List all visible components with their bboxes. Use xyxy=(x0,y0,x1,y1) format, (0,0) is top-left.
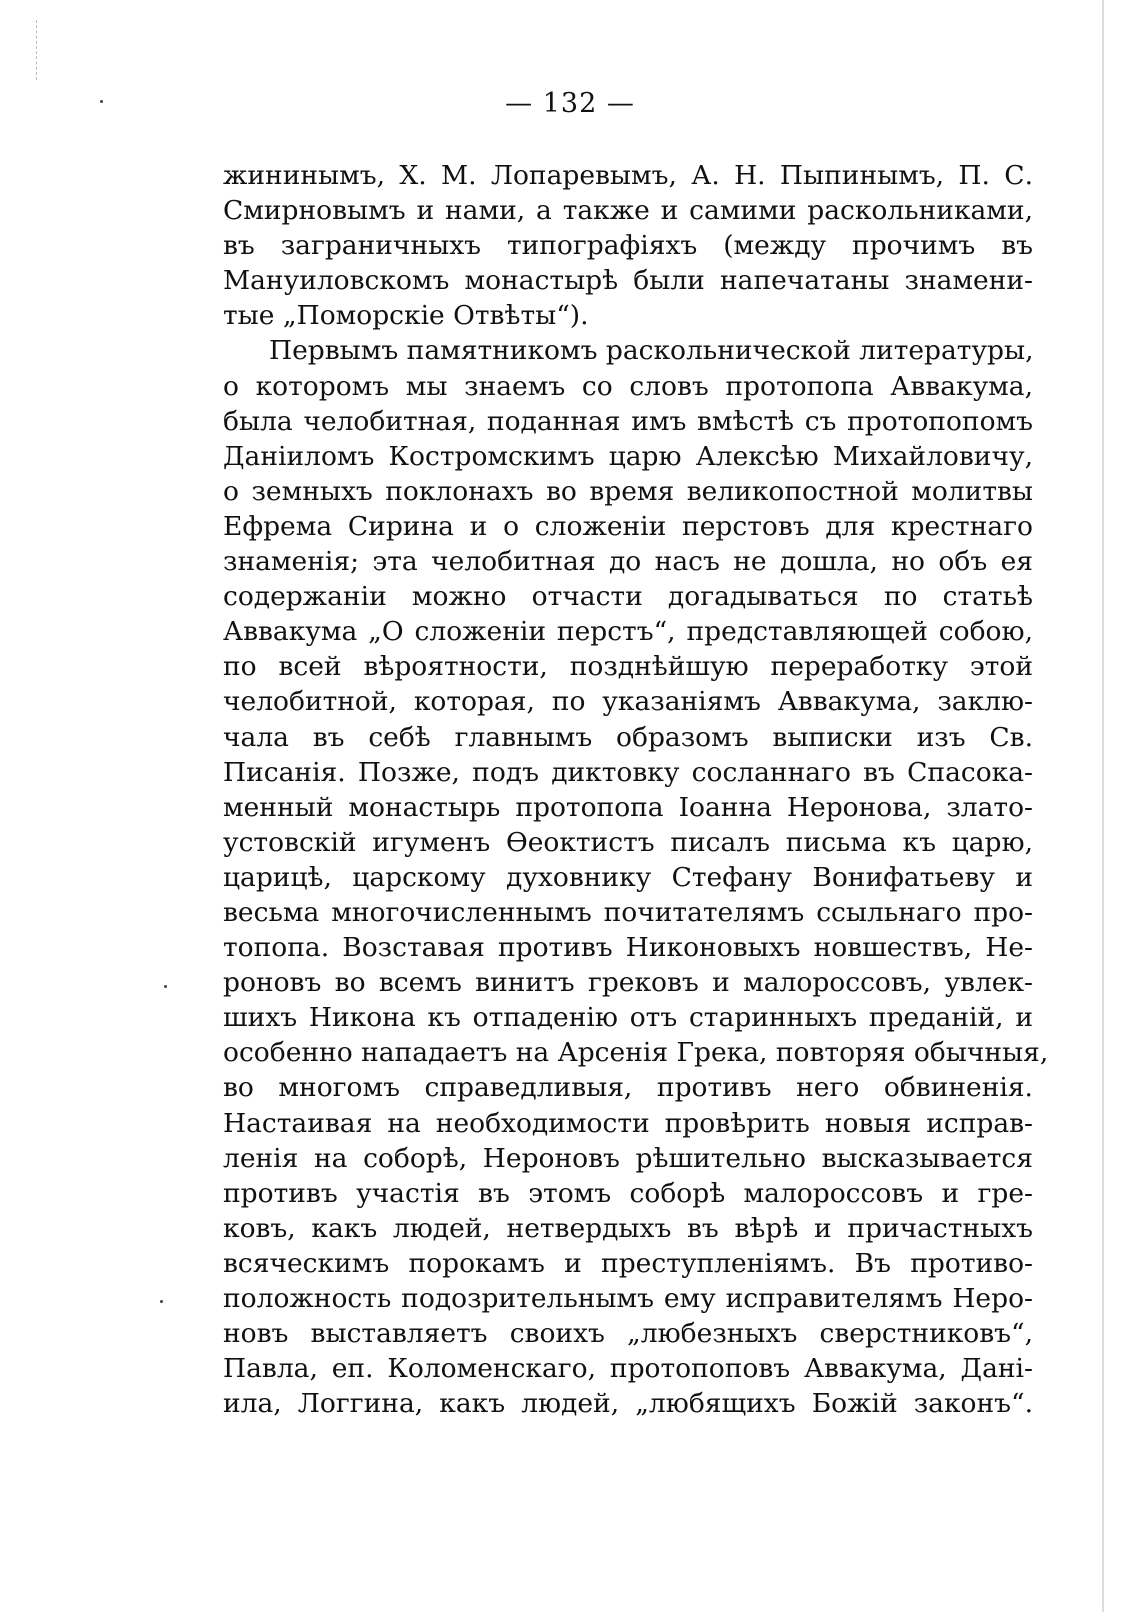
text-line: царицѣ, царскому духовнику Стефану Вонифатьеву и xyxy=(223,861,1033,893)
text-line: Ефрема Сирина и о сложеніи перстовъ для крестнаго xyxy=(223,510,1033,542)
text-line: устовскій игуменъ Ѳеоктистъ писалъ письма къ царю, xyxy=(223,826,1033,858)
scan-edge-left xyxy=(36,20,38,80)
text-line: Смирновымъ и нами, а также и самими раскольниками, xyxy=(223,195,1033,227)
text-line: новъ выставляетъ своихъ „любезныхъ сверстниковъ“, xyxy=(223,1318,1033,1350)
text-line: во многомъ справедливыя, противъ него обвиненія. xyxy=(223,1072,1033,1104)
text-line: всяческимъ порокамъ и преступленіямъ. Въ противо- xyxy=(223,1247,1033,1279)
text-line: о земныхъ поклонахъ во время великопостной молитвы xyxy=(223,475,1033,507)
text-line: менный монастырь протопопа Іоанна Неронова, злато- xyxy=(223,791,1033,823)
text-line: положность подозрительнымъ ему исправителямъ Неро- xyxy=(223,1283,1033,1314)
scan-speck xyxy=(164,985,167,988)
text-line: ковъ, какъ людей, нетвердыхъ въ вѣрѣ и причастныхъ xyxy=(223,1212,1033,1244)
text-line: челобитной, которая, по указаніямъ Аввакума, заклю- xyxy=(223,686,1033,718)
text-line: весьма многочисленнымъ почитателямъ ссыльнаго про- xyxy=(223,896,1033,928)
scan-speck xyxy=(160,1300,163,1303)
text-line: Аввакума „О сложеніи перстъ“, представляющей собою, xyxy=(223,616,1033,648)
text-line: Даніиломъ Костромскимъ царю Алексѣю Михайловичу, xyxy=(223,440,1033,472)
text-line: шихъ Никона къ отпаденію отъ старинныхъ преданій, и xyxy=(223,1002,1033,1034)
text-line: въ заграничныхъ типографіяхъ (между прочимъ въ xyxy=(223,230,1033,262)
page-number: — 132 — xyxy=(505,88,635,119)
text-line: ила, Логгина, какъ людей, „любящихъ Божій законъ“. xyxy=(223,1388,1033,1420)
scan-edge-right xyxy=(1102,0,1104,1612)
text-line: жининымъ, Х. М. Лопаревымъ, А. Н. Пыпинымъ, П. С. xyxy=(223,160,1033,191)
text-line: Мануиловскомъ монастырѣ были напечатаны знамени- xyxy=(223,265,1033,297)
text-line: тые „Поморскіе Отвѣты“). xyxy=(223,300,589,332)
text-line: особенно нападаетъ на Арсенія Грека, повторяя обычныя, xyxy=(223,1037,1049,1069)
paragraph-first-line: Первымъ памятникомъ раскольнической литературы, xyxy=(269,335,1034,367)
text-line: о которомъ мы знаемъ со словъ протопопа Аввакума, xyxy=(223,370,1033,402)
body-text xyxy=(223,158,1049,1421)
text-line: была челобитная, поданная имъ вмѣстѣ съ протопопомъ xyxy=(223,405,1033,437)
text-line: роновъ во всемъ винитъ грековъ и малороссовъ, увлек- xyxy=(223,967,1033,999)
text-line: топопа. Возставая противъ Никоновыхъ новшествъ, Не- xyxy=(223,932,1033,964)
text-line: противъ участія въ этомъ соборѣ малороссовъ и гре- xyxy=(223,1177,1033,1209)
text-line: чала въ себѣ главнымъ образомъ выписки изъ Св. xyxy=(223,721,1033,753)
text-line: ленія на соборѣ, Нероновъ рѣшительно высказывается xyxy=(223,1142,1033,1174)
text-line: содержаніи можно отчасти догадываться по статьѣ xyxy=(223,581,1033,613)
text-line: Павла, еп. Коломенскаго, протопоповъ Аввакума, Дані- xyxy=(223,1353,1033,1385)
text-line: знаменія; эта челобитная до насъ не дошла, но объ ея xyxy=(223,546,1033,578)
text-line: по всей вѣроятности, позднѣйшую переработку этой xyxy=(223,651,1033,683)
text-line: Настаивая на необходимости провѣрить новыя исправ- xyxy=(223,1107,1033,1139)
text-line: Писанія. Позже, подъ диктовку сосланнаго въ Спасока- xyxy=(223,756,1033,788)
